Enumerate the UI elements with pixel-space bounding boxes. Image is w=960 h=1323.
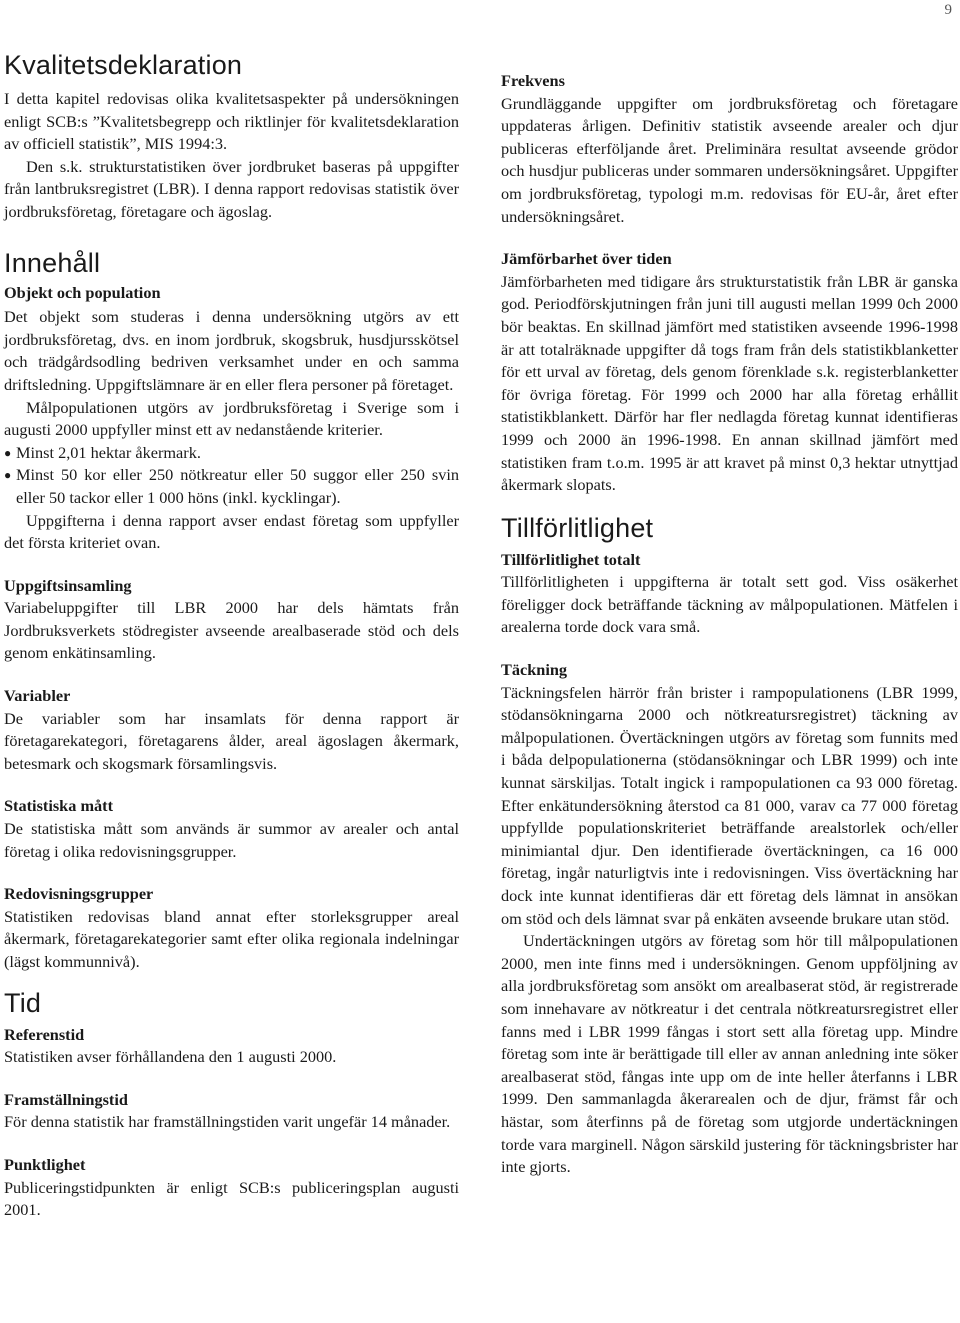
tackning-paragraph-2: Undertäckningen utgörs av företag som hör till målpopulationen 2000, men inte finns med i undersökningen. Genom uppföljning av alla jordbruksföretag som ansökt om arealbaserat stöd, är registrerade som innehavare av nötkreatur i det centrala nötkreatursregistret eller fanns med i LBR 1999 fångas i stort sett alla företag upp. Mindre företag som inte är berättigade till eller av annan anledning inte söker arealbaserat stöd, fångas inte upp om de inte heller återfanns i LBR 1999. Den sammanlagda åkerarealen och de djur, främst får och hästar, som återfinns på de företag som utgjorde undertäckningen torde vara marginell. Någon särskild justering för täckningsbrister har inte gjorts. <box>501 931 958 1177</box>
list-item: ● Minst 50 kor eller 250 nötkreatur eller 50 suggor eller 250 svin eller 50 tackor eller 1 000 höns (inkl. kycklingar). <box>4 465 459 507</box>
heading-referenstid: Referenstid <box>4 1024 85 1044</box>
list-item: ● Minst 2,01 hektar åkermark. <box>4 442 459 465</box>
frekvens-paragraph: Grundläggande uppgifter om jordbruksföretag och företagare uppdateras årligen. Definitiv statistik avseende arealer och djur publiceras efterföljande året. Preliminära resultat avseende grödor och husdjur publiceras under sommaren undersökningsåret. Uppgifter om jordbruksföretag, typologi m.m. redovisas för EU-år, året efter undersökningsåret. <box>501 93 958 226</box>
heading-statistiska-matt: Statistiska mått <box>4 796 113 816</box>
variabler-paragraph: De variabler som har insamlats för denna rapport är företagarekategori, företagarens ålder, areal ägoslagen åkermark, betesmark och skogsmark församlingsvis. <box>4 708 459 773</box>
heading-innehall: Innehåll <box>4 247 101 278</box>
heading-jamforbarhet: Jämförbarhet över tiden <box>501 249 672 269</box>
punktlighet-paragraph: Publiceringstidpunkten är enligt SCB:s publiceringsplan augusti 2001. <box>4 1177 459 1220</box>
heading-tid: Tid <box>4 987 42 1018</box>
intro-paragraph-1: I detta kapitel redovisas olika kvalitetsaspekter på undersökningen enligt SCB:s ”Kvalitetsbegrepp och riktlinjer för kvalitetsdeklaration av officiell statistik”, MIS 1994:3. <box>4 89 459 154</box>
heading-framstallningstid: Framställningstid <box>4 1089 128 1109</box>
objekt-paragraph-3: Uppgifterna i denna rapport avser endast företag som uppfyller det första kriteriet ovan. <box>4 510 459 553</box>
left-column <box>4 48 459 1222</box>
redovisningsgrupper-paragraph: Statistiken redovisas bland annat efter storleksgrupper areal åkermark, företagarekategorier samt efter olika regionala indelningar (lägst kommunnivå). <box>4 906 459 971</box>
tillforlitlighet-paragraph: Tillförlitligheten i uppgifterna är totalt sett god. Viss osäkerhet föreligger dock beträffande täckning av målpopulationen. Mätfelen i arealerna torde dock vara små. <box>501 572 958 637</box>
statistiska-matt-paragraph: De statistiska mått som används är summor av arealer och antal företag i olika redovisningsgrupper. <box>4 819 459 861</box>
heading-punktlighet: Punktlighet <box>4 1154 86 1174</box>
uppgiftsinsamling-paragraph: Variabeluppgifter till LBR 2000 har dels hämtats från Jordbruksverkets stödregister avseende arealbaserade stöd och dels genom enkätinsamling. <box>4 598 459 663</box>
referenstid-paragraph: Statistiken avser förhållandena den 1 augusti 2000. <box>4 1047 337 1067</box>
heading-tillforlitlighet-totalt: Tillförlitlighet totalt <box>501 549 641 569</box>
objekt-paragraph-1: Det objekt som studeras i denna undersökning utgörs av ett jordbruksföretag, dvs. en inom jordbruk, skogsbruk, husdjursskötsel och trädgårdsodling bedriven verksamhet under en och samma driftsledning. Uppgiftslämnare är en eller flera personer på företaget. <box>4 307 459 394</box>
criteria-list <box>4 442 459 510</box>
jamforbarhet-paragraph: Jämförbarheten med tidigare års strukturstatistik från LBR är ganska god. Periodförskjutningen från juni till augusti mellan 1999 0ch 2000 bör beaktas. En skillnad jämfört med statistiken avseende 1996-1998 är att totalräknade uppgifter då togs fram från dels statistikblanketter för ett urval av företag, dels genom förenklade s.k. registerblanketter för övriga företag. För 1999 och 2000 har alla företag erhållit statistikblankett. Därför har fler nedlagda företag kunnat identifieras 1999 och 2000 än 1996-1998. En annan skillnad jämfört med statistiken fram t.o.m. 1995 är att kravet på minst 0,3 hektar utnyttjad åkermark slopats. <box>501 271 958 495</box>
heading-frekvens: Frekvens <box>501 71 565 90</box>
heading-tillforlitlighet: Tillförlitlighet <box>501 512 654 543</box>
objekt-paragraph-2: Målpopulationen utgörs av jordbruksföretag i Sverige som i augusti 2000 uppfyller minst ett av nedanstående kriterier. <box>4 397 459 440</box>
heading-kvalitetsdeklaration: Kvalitetsdeklaration <box>4 50 243 80</box>
page-number: 9 <box>944 2 952 18</box>
intro-paragraph-2: Den s.k. strukturstatistiken över jordbruket baseras på uppgifter från lantbruksregistret (LBR). I denna rapport redovisas statistik över jordbruksföretag, företagare och ägoslag. <box>4 156 459 221</box>
bullet-icon: ● <box>4 445 12 460</box>
tackning-paragraph-1: Täckningsfelen härrör från brister i rampopulationens (LBR 1999, stödansökningarna 2000 och nötkreatursregistret) täckning av målpopulationen. Övertäckningen utgörs av företag som funnits med i båda delpopulationerna (stödansökningar och LBR 1999) och inte kunnat särskiljas. Totalt ingick i rampopulationen ca 93 000 företag. Efter enkätundersökning återstod ca 81 000, varav ca 77 000 företag uppfyllde populationskriteriet beträffande arealstorlek och/eller minimiantal djur. Den identifierade övertäckningen, ca 16 000 företag, ingår naturligtvis inte i redovisningen. Viss övertäckning har dock inte kunnat identifieras där ett företag dels lämnat in ansökan om stöd och dels lämnat svar på enkäten avseende brukare utan stöd. <box>501 682 958 928</box>
bullet-icon: ● <box>4 468 12 483</box>
framstallningstid-paragraph: För denna statistik har framställningstiden varit ungefär 14 månader. <box>4 1112 451 1132</box>
right-column <box>501 70 958 1179</box>
heading-variabler: Variabler <box>4 686 71 706</box>
heading-uppgiftsinsamling: Uppgiftsinsamling <box>4 575 132 595</box>
heading-redovisningsgrupper: Redovisningsgrupper <box>4 884 154 904</box>
heading-tackning: Täckning <box>501 660 568 680</box>
heading-objekt-och-population: Objekt och population <box>4 282 161 302</box>
